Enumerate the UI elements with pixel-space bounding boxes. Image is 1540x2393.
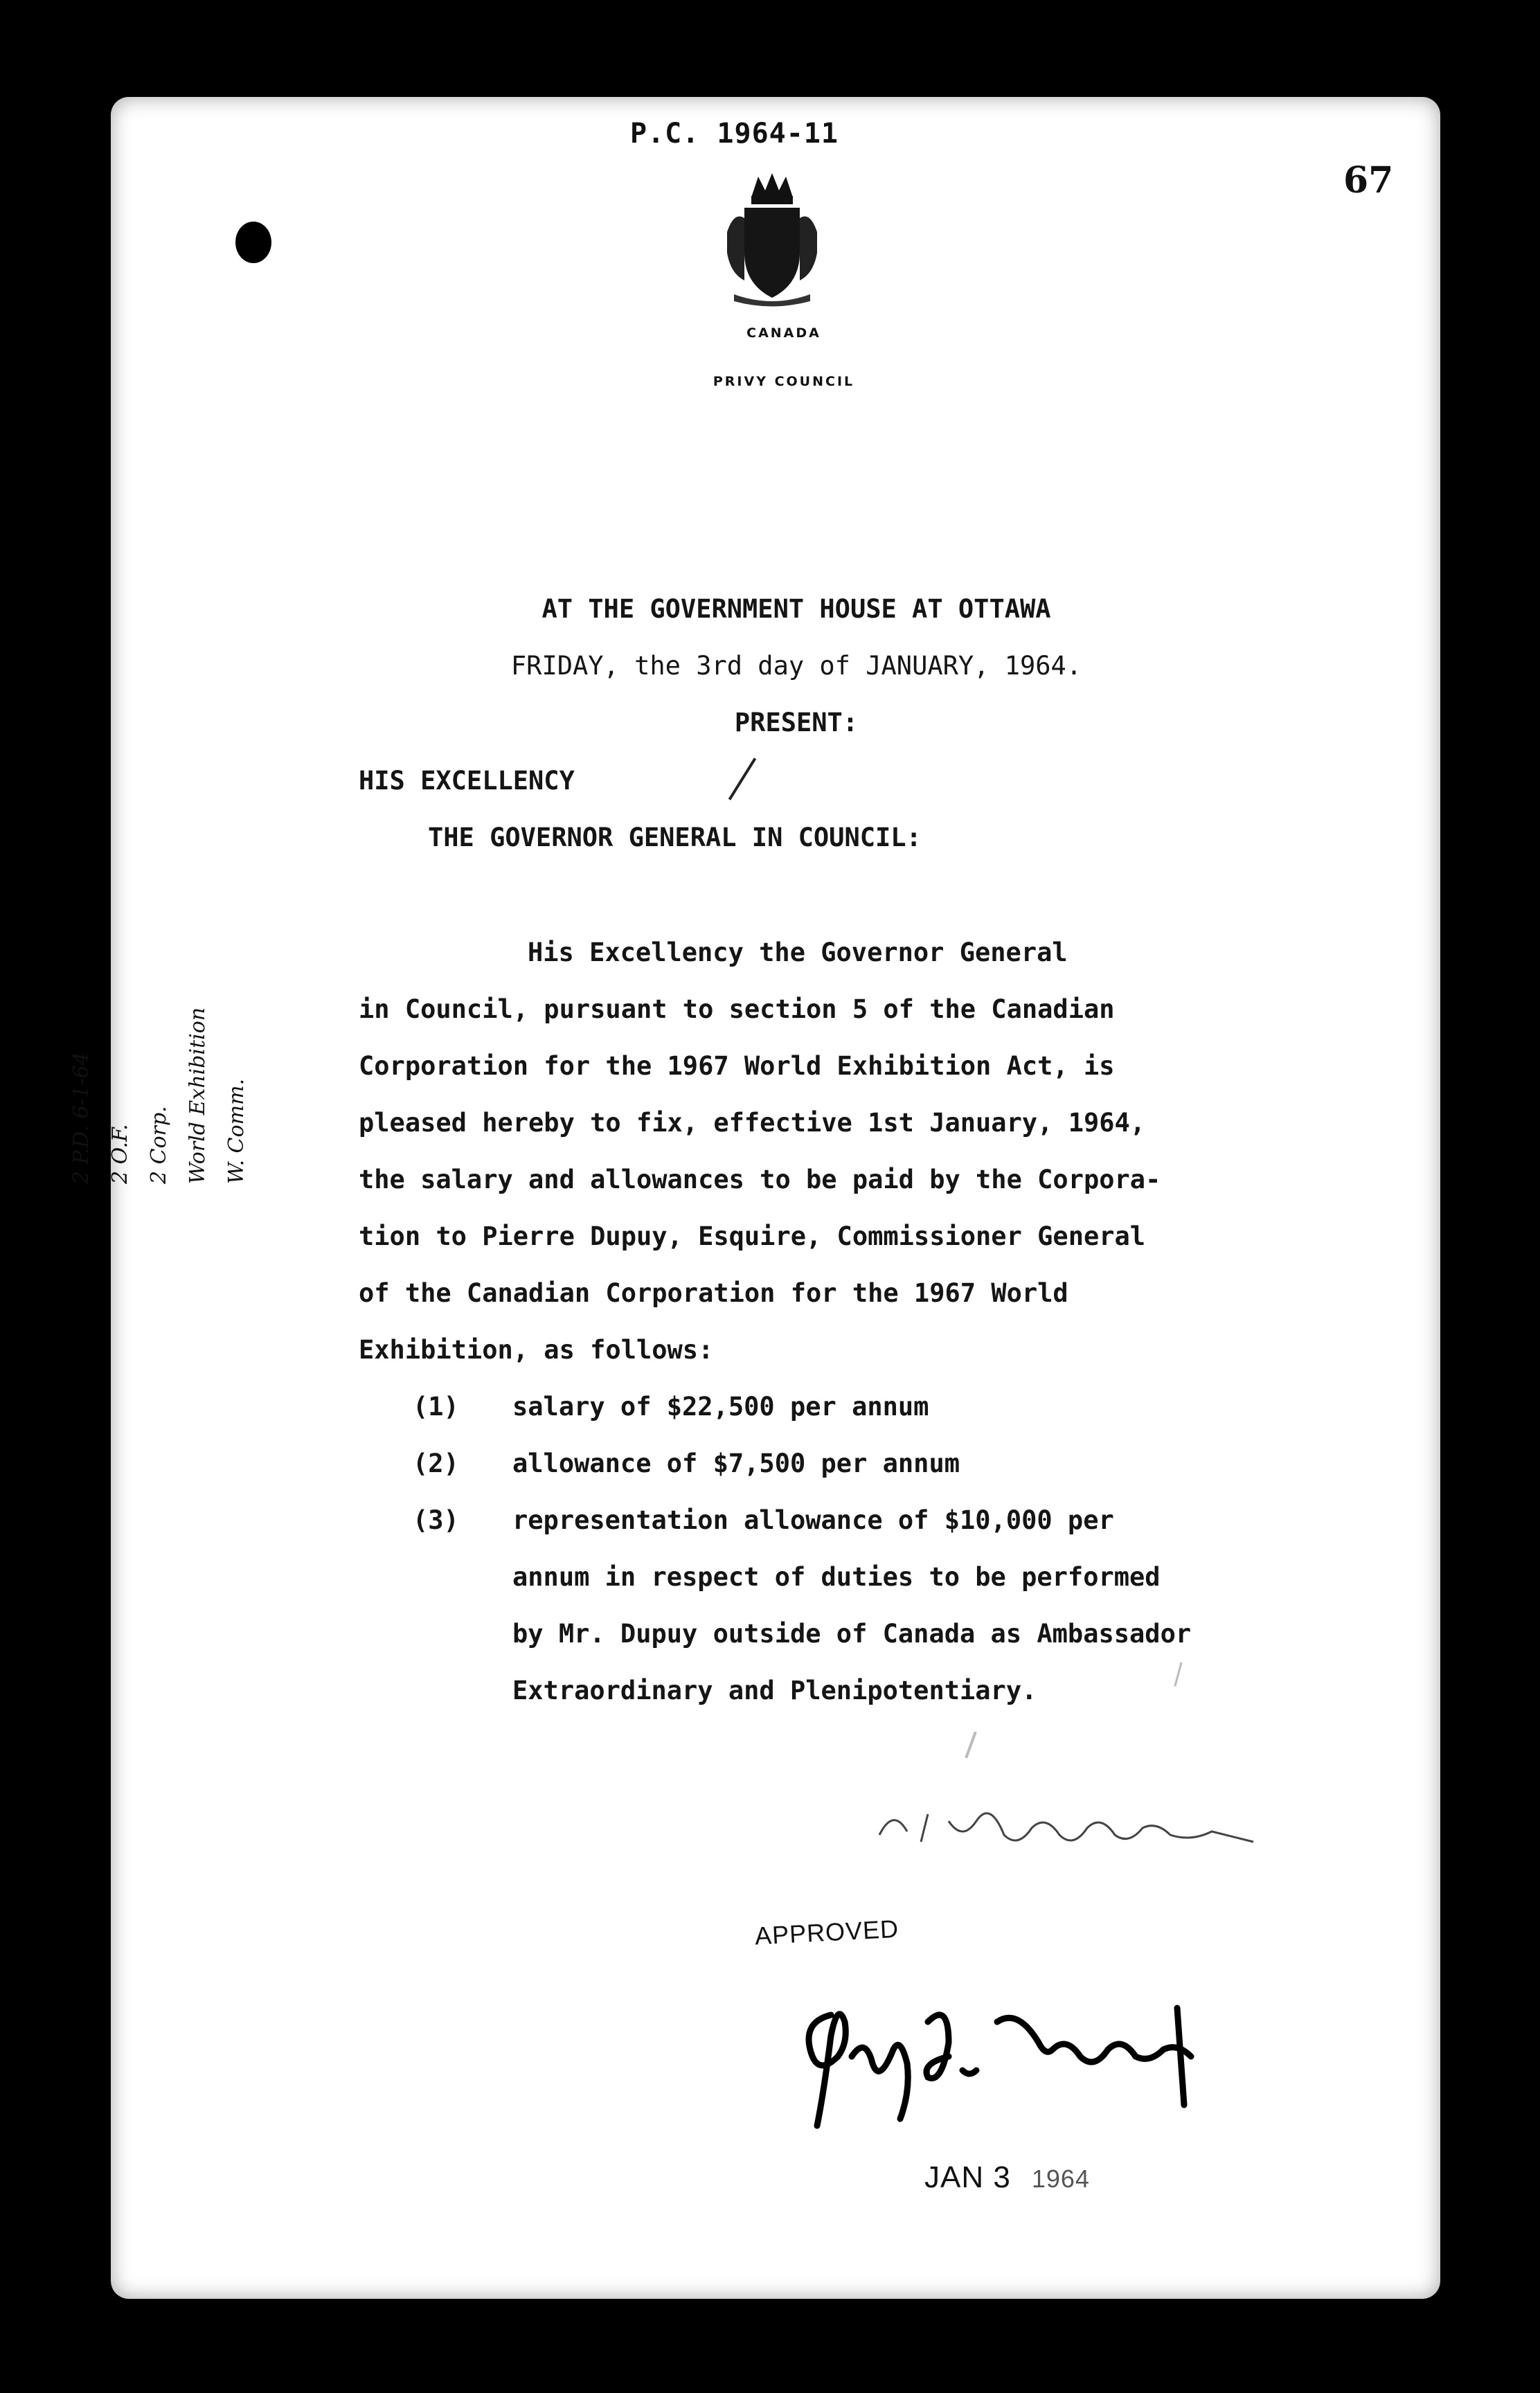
item-text: annum in respect of duties to be performed <box>512 1562 1161 1592</box>
item-number: (1) <box>413 1392 459 1422</box>
margin-note: 2 Corp. <box>147 1106 171 1184</box>
body-line: pleased hereby to fix, effective 1st January, 1964, <box>359 1108 1146 1138</box>
office-label: PRIVY COUNCIL <box>713 374 855 389</box>
governor-council: THE GOVERNOR GENERAL IN COUNCIL: <box>428 823 922 852</box>
item-number: (3) <box>413 1505 459 1535</box>
body-line: in Council, pursuant to section 5 of the Canadian <box>359 994 1115 1024</box>
his-excellency: HIS EXCELLENCY <box>359 766 575 796</box>
item-text: allowance of $7,500 per annum <box>512 1449 960 1478</box>
body-line: His Excellency the Governor General <box>528 938 1068 967</box>
margin-note: 2 O.F. <box>108 1124 132 1184</box>
order-number: P.C. 1964-11 <box>630 118 839 150</box>
place-heading: AT THE GOVERNMENT HOUSE AT OTTAWA <box>541 594 1051 624</box>
stamp-year: 1964 <box>1031 2165 1090 2193</box>
hole-punch-mark <box>235 222 271 263</box>
page-number: 67 <box>1343 159 1394 201</box>
margin-note: 2 P.D. 6-1-64 <box>69 1052 93 1184</box>
item-text: by Mr. Dupuy outside of Canada as Ambassador <box>512 1619 1192 1649</box>
country-label: CANADA <box>746 325 821 341</box>
date-stamp <box>924 2160 1090 2195</box>
document-page <box>111 97 1440 2299</box>
margin-notes <box>62 1004 284 1184</box>
item-text: representation allowance of $10,000 per <box>512 1505 1114 1535</box>
approved-stamp: APPROVED <box>754 1914 899 1951</box>
coat-of-arms-icon <box>720 170 824 308</box>
margin-note: World Exhibition <box>186 1007 210 1184</box>
body-line: Exhibition, as follows: <box>359 1335 714 1365</box>
body-line: the salary and allowances to be paid by the Corpora- <box>359 1165 1161 1194</box>
margin-note: W. Comm. <box>224 1078 249 1184</box>
item-text: salary of $22,500 per annum <box>512 1392 929 1422</box>
minister-signature <box>866 1793 1267 1856</box>
body-line: of the Canadian Corporation for the 1967 World <box>359 1278 1068 1308</box>
stamp-date: JAN 3 <box>924 2160 1011 2194</box>
date-line: FRIDAY, the 3rd day of JANUARY, 1964. <box>510 651 1082 681</box>
body-line: Corporation for the 1967 World Exhibition Act, is <box>359 1051 1115 1081</box>
item-text: Extraordinary and Plenipotentiary. <box>512 1676 1037 1705</box>
body-line: tion to Pierre Dupuy, Esquire, Commissioner General <box>359 1221 1146 1251</box>
governor-general-signature <box>789 1980 1219 2140</box>
present-label: PRESENT: <box>734 708 859 737</box>
item-number: (2) <box>413 1449 459 1478</box>
